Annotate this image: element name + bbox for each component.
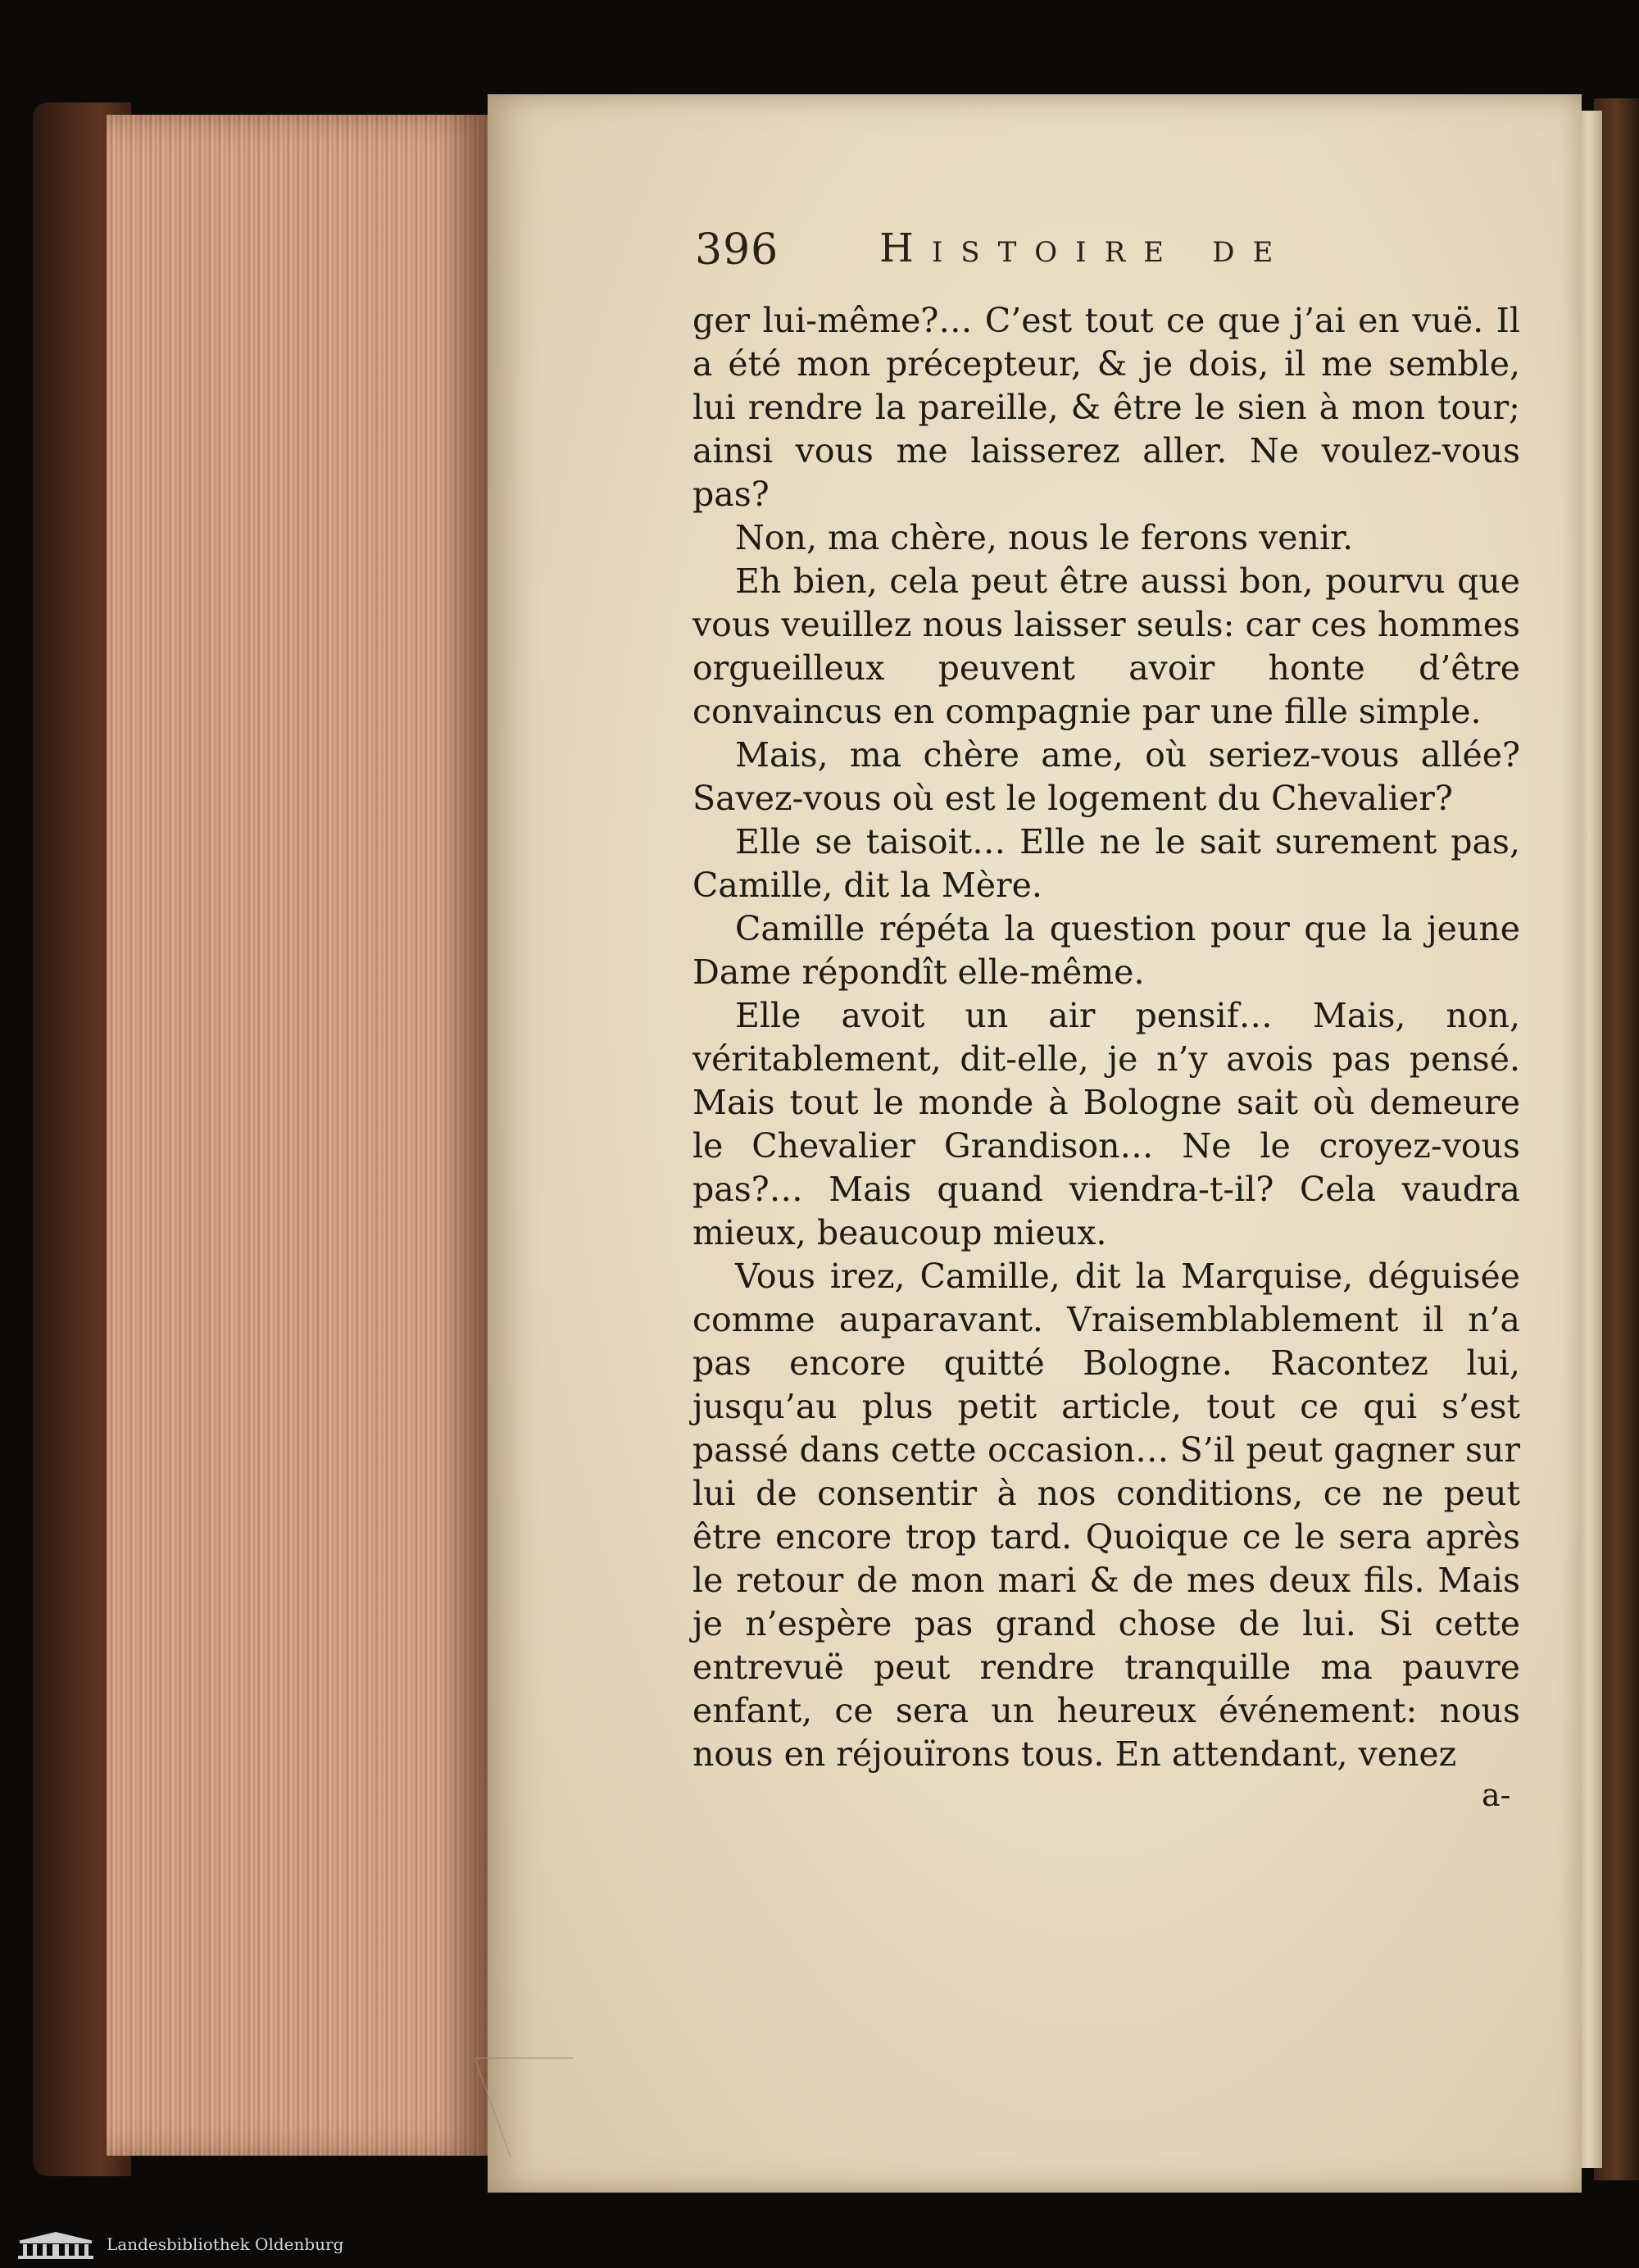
body-text xyxy=(692,299,1520,1776)
paragraph: Vous irez, Camille, dit la Marquise, déguisée comme auparavant. Vraisemblablement il n’a pas encore quitté Bologne. Racontez lui, jusqu’au plus petit article, tout ce qui s’est passé dans cette occasion… S’il peut gagner sur lui de consentir à nos conditions, ce ne peut être encore trop tard. Quoique ce le sera après le retour de mon mari & de mes deux fils. Mais je n’espère pas grand chose de lui. Si cette entrevuë peut rendre tranquille ma pauvre enfant, ce sera un heureux événement: nous nous en réjouïrons tous. En attendant, venez xyxy=(692,1257,1520,1774)
catchword: a- xyxy=(1482,1777,1511,1813)
paragraph: Elle avoit un air pensif… Mais, non, véritablement, dit-elle, je n’y avois pas pensé. Mais tout le monde à Bologne sait où demeure le Chevalier Grandison… Ne le croyez-vous pas?… Mais quand viendra-t-il? Cela vaudra mieux, beaucoup mieux. xyxy=(692,996,1520,1252)
library-building-icon xyxy=(15,2229,97,2261)
page-number: 396 xyxy=(695,225,779,275)
page-edges xyxy=(107,115,492,2156)
paragraph: Non, ma chère, nous le ferons venir. xyxy=(735,518,1354,557)
library-name: Landesbibliothek Oldenburg xyxy=(107,2234,344,2254)
running-title: Histoire de xyxy=(879,225,1292,271)
paragraph: ger lui-même?… C’est tout ce que j’ai en vuë. Il a été mon précepteur, & je dois, il me semble, lui rendre la pareille, & être le sien à mon tour; ainsi vous me laisserez aller. Ne voulez-vous pas? xyxy=(692,301,1520,514)
running-head xyxy=(695,225,1514,283)
paragraph: Mais, ma chère ame, où seriez-vous allée? Savez-vous où est le logement du Chevalier? xyxy=(692,735,1520,818)
paragraph: Eh bien, cela peut être aussi bon, pourvu que vous veuillez nous laisser seuls: car ces hommes orgueilleux peuvent avoir honte d’être convaincus en compagnie par une fille simple. xyxy=(692,561,1520,731)
paragraph: Camille répéta la question pour que la jeune Dame répondît elle-même. xyxy=(692,909,1520,992)
paragraph: Elle se taisoit… Elle ne le sait surement pas, Camille, dit la Mère. xyxy=(692,822,1520,905)
